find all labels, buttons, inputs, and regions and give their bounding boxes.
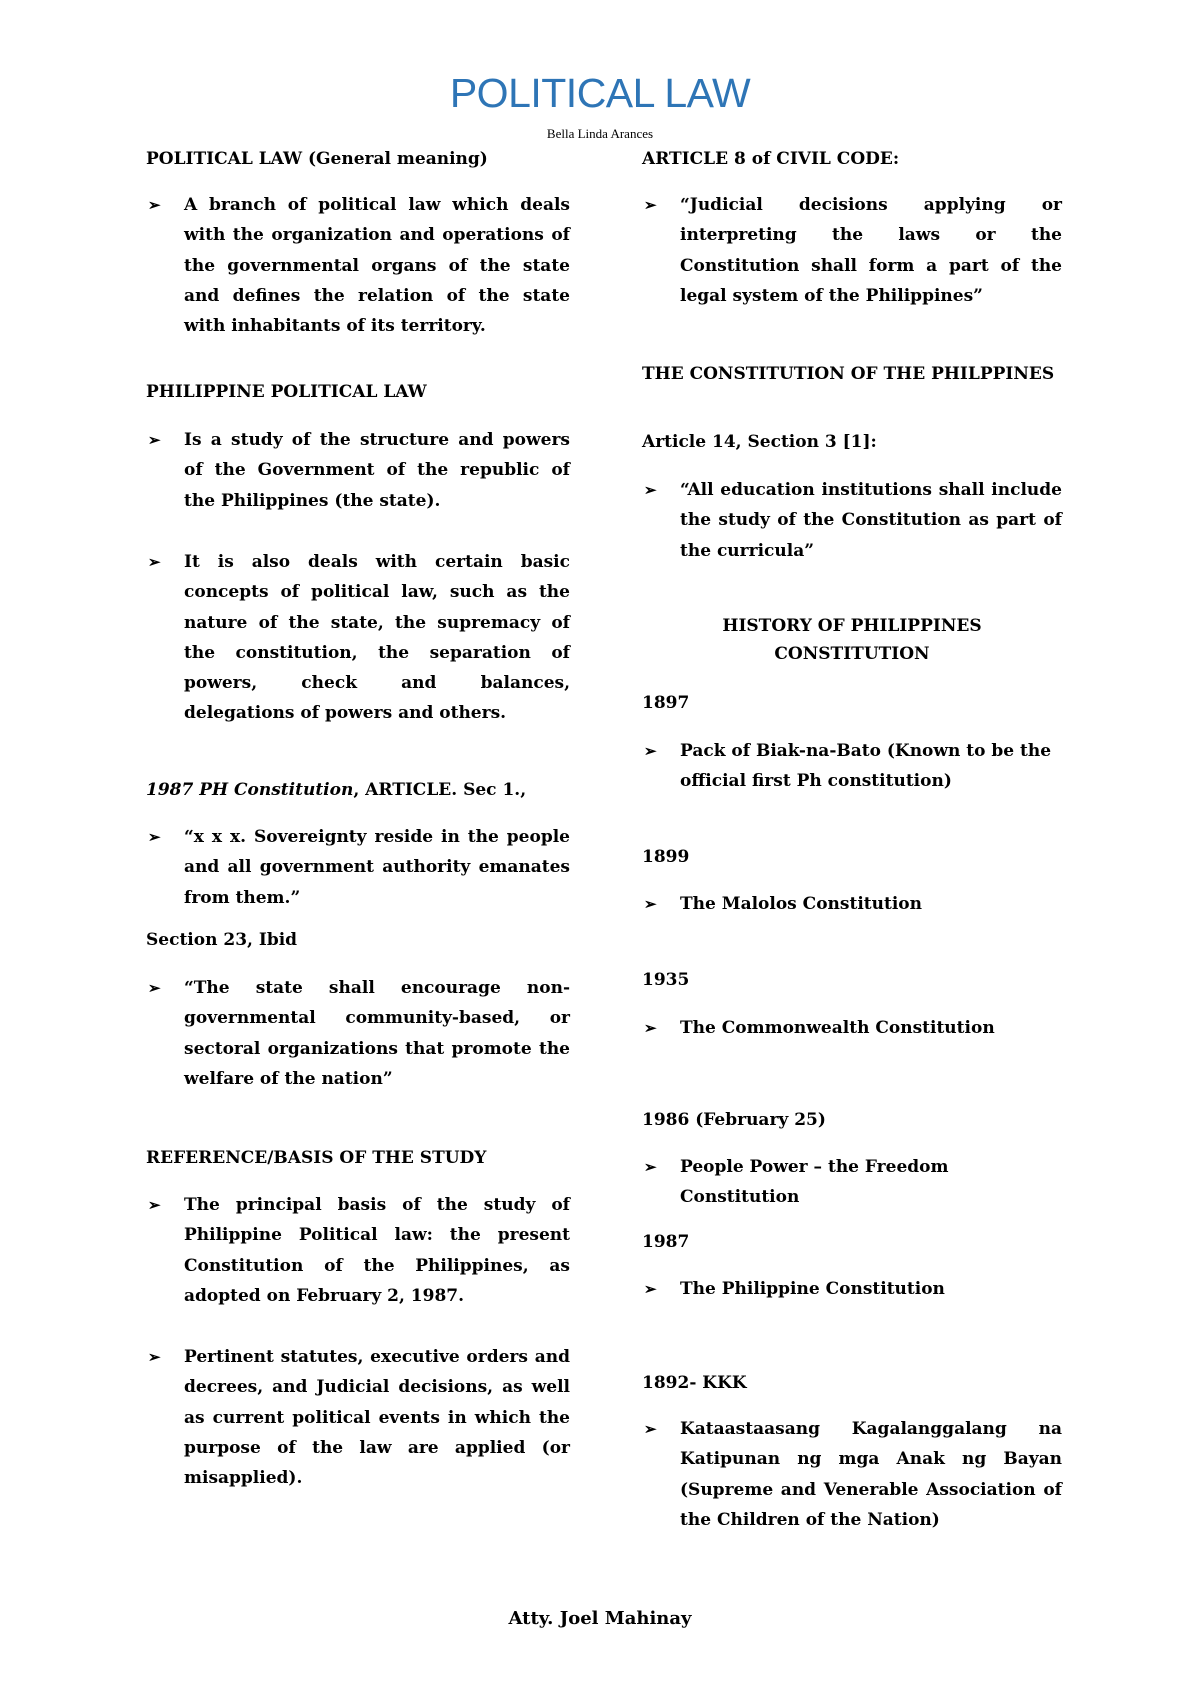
timeline-item — [644, 1274, 1062, 1304]
arrowhead-bullet-icon: ➢ — [644, 895, 657, 913]
bullet-text: Kataastaasang Kagalanggalang na Katipunan ng mga Anak ng Bayan (Supreme and Venerable Association of the Children of the Nation) — [680, 1419, 1062, 1530]
section-heading-history: HISTORY OF PHILIPPINES CONSTITUTION — [722, 616, 982, 664]
section-heading-article-14: Article 14, Section 3 [1]: — [642, 432, 877, 452]
arrowhead-bullet-icon: ➢ — [644, 742, 657, 760]
section-heading-ph-political-law: PHILIPPINE POLITICAL LAW — [146, 382, 427, 402]
arrowhead-bullet-icon: ➢ — [644, 1280, 657, 1298]
bullet-text: Pertinent statutes, executive orders and decrees, and Judicial decisions, as well as current political events in which the purpose of the law are applied (or misapplied). — [184, 1347, 570, 1489]
bullet-text: Is a study of the structure and powers of the Government of the republic of the Philippines (the state). — [184, 430, 570, 511]
bullet-text: The Commonwealth Constitution — [680, 1018, 995, 1038]
bullet-text: The Philippine Constitution — [680, 1279, 945, 1299]
section-heading-general: POLITICAL LAW (General meaning) — [146, 149, 488, 169]
bullet-ph-1 — [148, 425, 570, 516]
timeline-item — [644, 1152, 1062, 1213]
timeline-item — [644, 736, 1062, 797]
timeline-year: 1899 — [642, 847, 690, 867]
bullet-text: “Judicial decisions applying or interpreting the laws or the Constitution shall form a part of the legal system of the Philippines” — [680, 195, 1062, 306]
author-name: Bella Linda Arances — [546, 126, 654, 141]
arrowhead-bullet-icon: ➢ — [644, 481, 657, 499]
arrowhead-bullet-icon: ➢ — [644, 1420, 657, 1438]
bullet-article-14 — [644, 475, 1062, 566]
bullet-text: “All education institutions shall include the study of the Constitution as part of the curricula” — [680, 480, 1062, 561]
bullet-text: The principal basis of the study of Philippine Political law: the present Constitution of the Philippines, as adopted on February 2, 1987. — [184, 1195, 570, 1306]
timeline-year: 1892- KKK — [642, 1373, 747, 1393]
section-heading-section-23: Section 23, Ibid — [146, 930, 298, 950]
arrowhead-bullet-icon: ➢ — [148, 1196, 161, 1214]
bullet-ph-2 — [148, 547, 570, 729]
arrowhead-bullet-icon: ➢ — [644, 1019, 657, 1037]
heading-italic-part: 1987 PH Constitution — [146, 780, 354, 800]
section-heading-reference: REFERENCE/BASIS OF THE STUDY — [146, 1148, 487, 1168]
bullet-text: The Malolos Constitution — [680, 894, 922, 914]
timeline-year: 1897 — [642, 693, 690, 713]
arrowhead-bullet-icon: ➢ — [148, 1348, 161, 1366]
arrowhead-bullet-icon: ➢ — [148, 828, 161, 846]
document-title: POLITICAL LAW — [449, 70, 751, 116]
timeline-item — [644, 1013, 1062, 1043]
bullet-text: “The state shall encourage non-governmental community-based, or sectoral organizations that promote the welfare of the nation” — [184, 978, 570, 1089]
section-heading-constitution: THE CONSTITUTION OF THE PHILPPINES — [642, 364, 1055, 384]
section-heading-1987-constitution — [146, 776, 526, 804]
footer-name: Atty. Joel Mahinay — [508, 1608, 692, 1629]
heading-rest-part: , ARTICLE. Sec 1., — [353, 780, 527, 800]
bullet-text: “x x x. Sovereignty reside in the people and all government authority emanates from them.” — [184, 827, 570, 908]
bullet-text: Pack of Biak-na-Bato (Known to be the official first Ph constitution) — [680, 741, 1052, 792]
bullet-sovereignty — [148, 822, 570, 913]
section-heading-article-8: ARTICLE 8 of CIVIL CODE: — [642, 149, 900, 169]
arrowhead-bullet-icon: ➢ — [148, 553, 161, 571]
arrowhead-bullet-icon: ➢ — [644, 1158, 657, 1176]
bullet-section-23 — [148, 973, 570, 1094]
bullet-general — [148, 190, 570, 341]
bullet-text: A branch of political law which deals with the organization and operations of the governmental organs of the state and defines the relation of the state with inhabitants of its territory. — [184, 195, 570, 337]
bullet-reference-2 — [148, 1342, 570, 1493]
timeline-year: 1987 — [642, 1232, 690, 1252]
bullet-text: People Power – the Freedom Constitution — [680, 1157, 949, 1208]
arrowhead-bullet-icon: ➢ — [148, 431, 161, 449]
timeline-item — [644, 1414, 1062, 1535]
bullet-reference-1 — [148, 1190, 570, 1311]
bullet-text: It is also deals with certain basic concepts of political law, such as the nature of the state, the supremacy of the constitution, the separation of powers, check and balances, delegations of powers and others. — [184, 552, 570, 724]
arrowhead-bullet-icon: ➢ — [644, 196, 657, 214]
arrowhead-bullet-icon: ➢ — [148, 196, 161, 214]
bullet-article-8 — [644, 190, 1062, 311]
arrowhead-bullet-icon: ➢ — [148, 979, 161, 997]
timeline-item — [644, 889, 1062, 919]
timeline-year: 1986 (February 25) — [642, 1110, 826, 1130]
timeline-year: 1935 — [642, 970, 690, 990]
